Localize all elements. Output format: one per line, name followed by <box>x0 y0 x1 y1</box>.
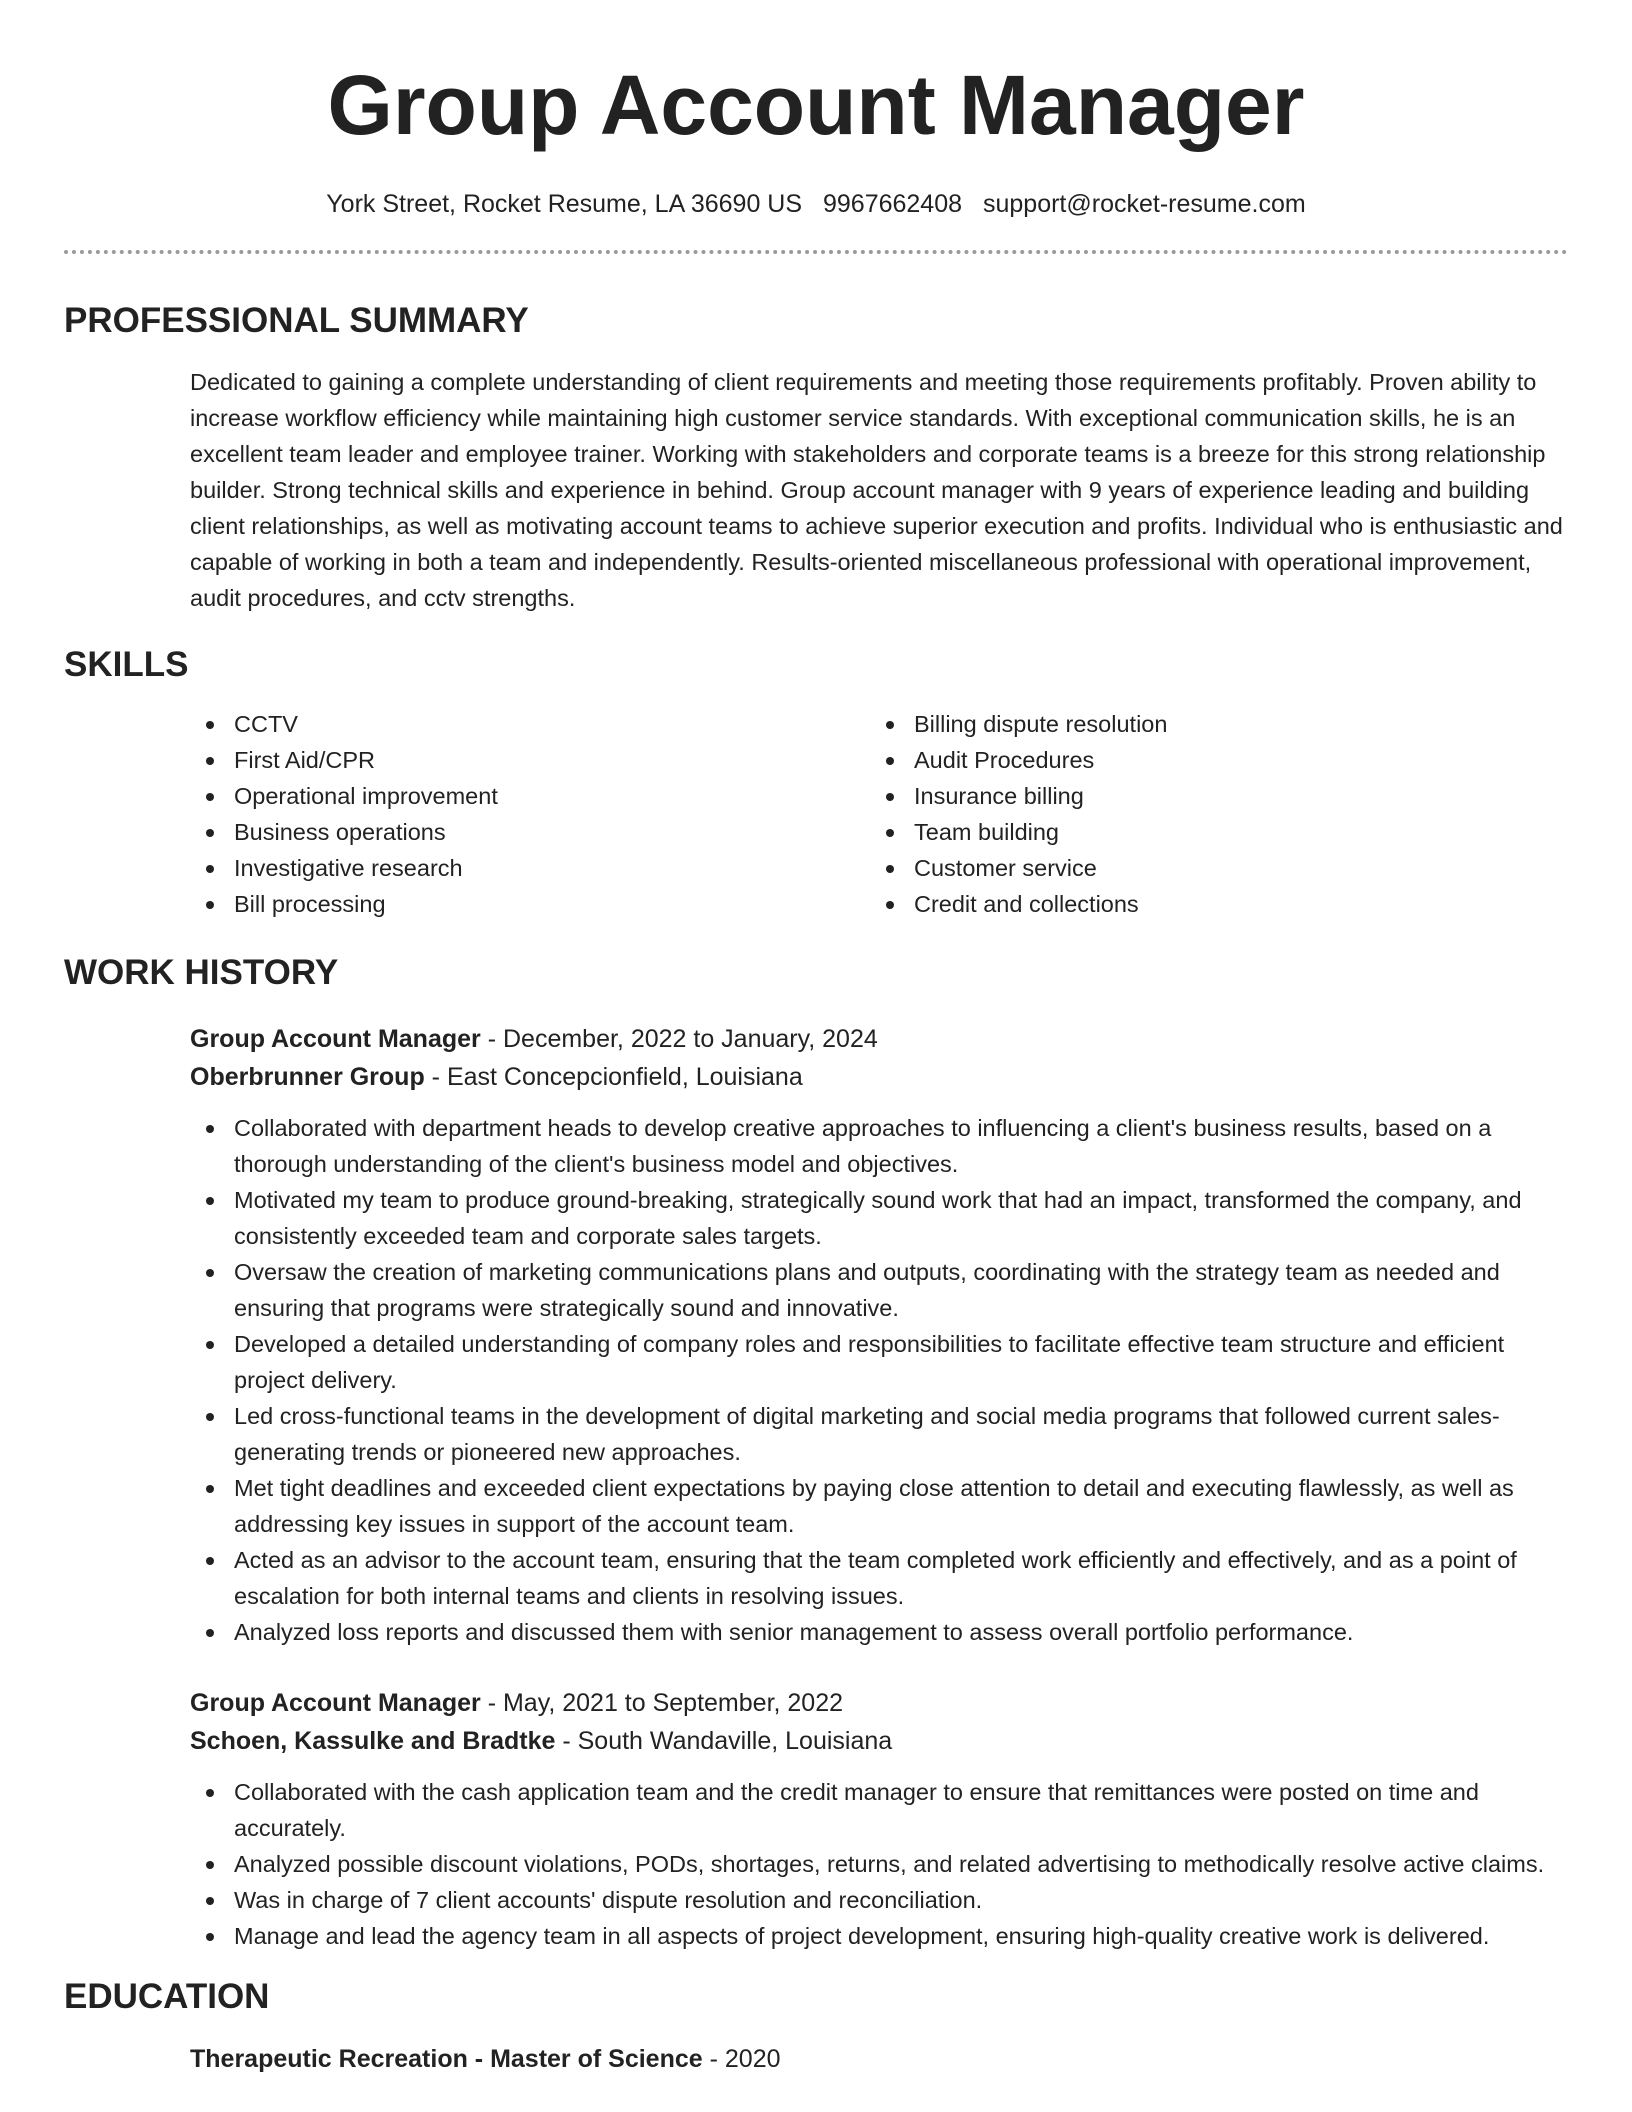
skill-item: Insurance billing <box>870 778 1550 814</box>
job-company-line <box>190 1722 1568 1760</box>
job-bullets <box>190 1774 1568 1954</box>
job-dates: - May, 2021 to September, 2022 <box>480 1689 844 1717</box>
job-entry <box>190 1020 1568 1650</box>
skill-item: Business operations <box>190 814 870 850</box>
job-bullet: Manage and lead the agency team in all aspects of project development, ensuring high-quality creative work is delivered. <box>190 1918 1568 1954</box>
job-bullet: Collaborated with department heads to develop creative approaches to influencing a client's business results, based on a thorough understanding of the client's business model and objectives. <box>190 1110 1568 1182</box>
skill-item: Investigative research <box>190 850 870 886</box>
contact-line <box>64 188 1568 220</box>
header-divider <box>64 250 1568 254</box>
contact-phone: 9967662408 <box>822 190 963 218</box>
job-bullet: Was in charge of 7 client accounts' dispute resolution and reconciliation. <box>190 1882 1568 1918</box>
skill-item: Team building <box>870 814 1550 850</box>
job-role: Group Account Manager <box>190 1025 481 1053</box>
job-bullet: Motivated my team to produce ground-breaking, strategically sound work that had an impact, transformed the company, and consistently exceeded team and corporate sales targets. <box>190 1182 1568 1254</box>
work-history-heading: WORK HISTORY <box>64 953 339 992</box>
job-bullet: Acted as an advisor to the account team, ensuring that the team completed work efficiently and effectively, and as a point of escalation for both internal teams and clients in resolving issues. <box>190 1542 1568 1614</box>
education-degree: Therapeutic Recreation - Master of Science <box>190 2045 703 2073</box>
skill-item: Audit Procedures <box>870 742 1550 778</box>
skill-item: Credit and collections <box>870 886 1550 922</box>
job-bullet: Developed a detailed understanding of company roles and responsibilities to facilitate effective team structure and efficient project delivery. <box>190 1326 1568 1398</box>
skills-heading: SKILLS <box>64 645 189 684</box>
summary-text: Dedicated to gaining a complete understanding of client requirements and meeting those requirements profitably. Proven ability to increase workflow efficiency while maintaining high customer service standards. With exceptional communication skills, he is an excellent team leader and employee trainer. Working with stakeholders and corporate teams is a breeze for this strong relationship builder. Strong technical skills and experience in behind. Group account manager with 9 years of experience leading and building client relationships, as well as motivating account teams to achieve superior execution and profits. Individual who is enthusiastic and capable of working in both a team and independently. Results-oriented miscellaneous professional with operational improvement, audit procedures, and cctv strengths. <box>190 369 1563 611</box>
job-bullet: Analyzed loss reports and discussed them with senior management to assess overall portfolio performance. <box>190 1614 1568 1650</box>
job-company: Oberbrunner Group <box>190 1063 425 1091</box>
job-company-line <box>190 1058 1568 1096</box>
skills-column-right <box>870 706 1550 922</box>
contact-address: York Street, Rocket Resume, LA 36690 US <box>326 190 803 218</box>
skill-item: Operational improvement <box>190 778 870 814</box>
job-location: - South Wandaville, Louisiana <box>555 1727 893 1755</box>
skill-item: Bill processing <box>190 886 870 922</box>
education-heading: EDUCATION <box>64 1977 270 2016</box>
job-role-line <box>190 1684 1568 1722</box>
job-bullet: Oversaw the creation of marketing communications plans and outputs, coordinating with the strategy team as needed and ensuring that programs were strategically sound and innovative. <box>190 1254 1568 1326</box>
skill-item: Customer service <box>870 850 1550 886</box>
skill-item: First Aid/CPR <box>190 742 870 778</box>
skill-item: CCTV <box>190 706 870 742</box>
job-company: Schoen, Kassulke and Bradtke <box>190 1727 556 1755</box>
skills-column-left <box>190 706 870 922</box>
job-dates: - December, 2022 to January, 2024 <box>480 1025 878 1053</box>
contact-email: support@rocket-resume.com <box>982 190 1306 218</box>
job-bullets <box>190 1110 1568 1650</box>
job-role: Group Account Manager <box>190 1689 481 1717</box>
education-year: - 2020 <box>702 2045 781 2073</box>
job-bullet: Analyzed possible discount violations, PODs, shortages, returns, and related advertising to methodically resolve active claims. <box>190 1846 1568 1882</box>
education-entry <box>190 2040 1568 2078</box>
job-role-line <box>190 1020 1568 1058</box>
job-bullet: Led cross-functional teams in the development of digital marketing and social media programs that followed current sales-generating trends or pioneered new approaches. <box>190 1398 1568 1470</box>
resume-name: Group Account Manager <box>327 58 1305 152</box>
skill-item: Billing dispute resolution <box>870 706 1550 742</box>
job-entry <box>190 1684 1568 1954</box>
job-location: - East Concepcionfield, Louisiana <box>424 1063 803 1091</box>
job-bullet: Collaborated with the cash application team and the credit manager to ensure that remittances were posted on time and accurately. <box>190 1774 1568 1846</box>
job-bullet: Met tight deadlines and exceeded client expectations by paying close attention to detail and executing flawlessly, as well as addressing key issues in support of the account team. <box>190 1470 1568 1542</box>
skills-grid <box>190 706 1568 922</box>
summary-heading: PROFESSIONAL SUMMARY <box>64 301 529 340</box>
